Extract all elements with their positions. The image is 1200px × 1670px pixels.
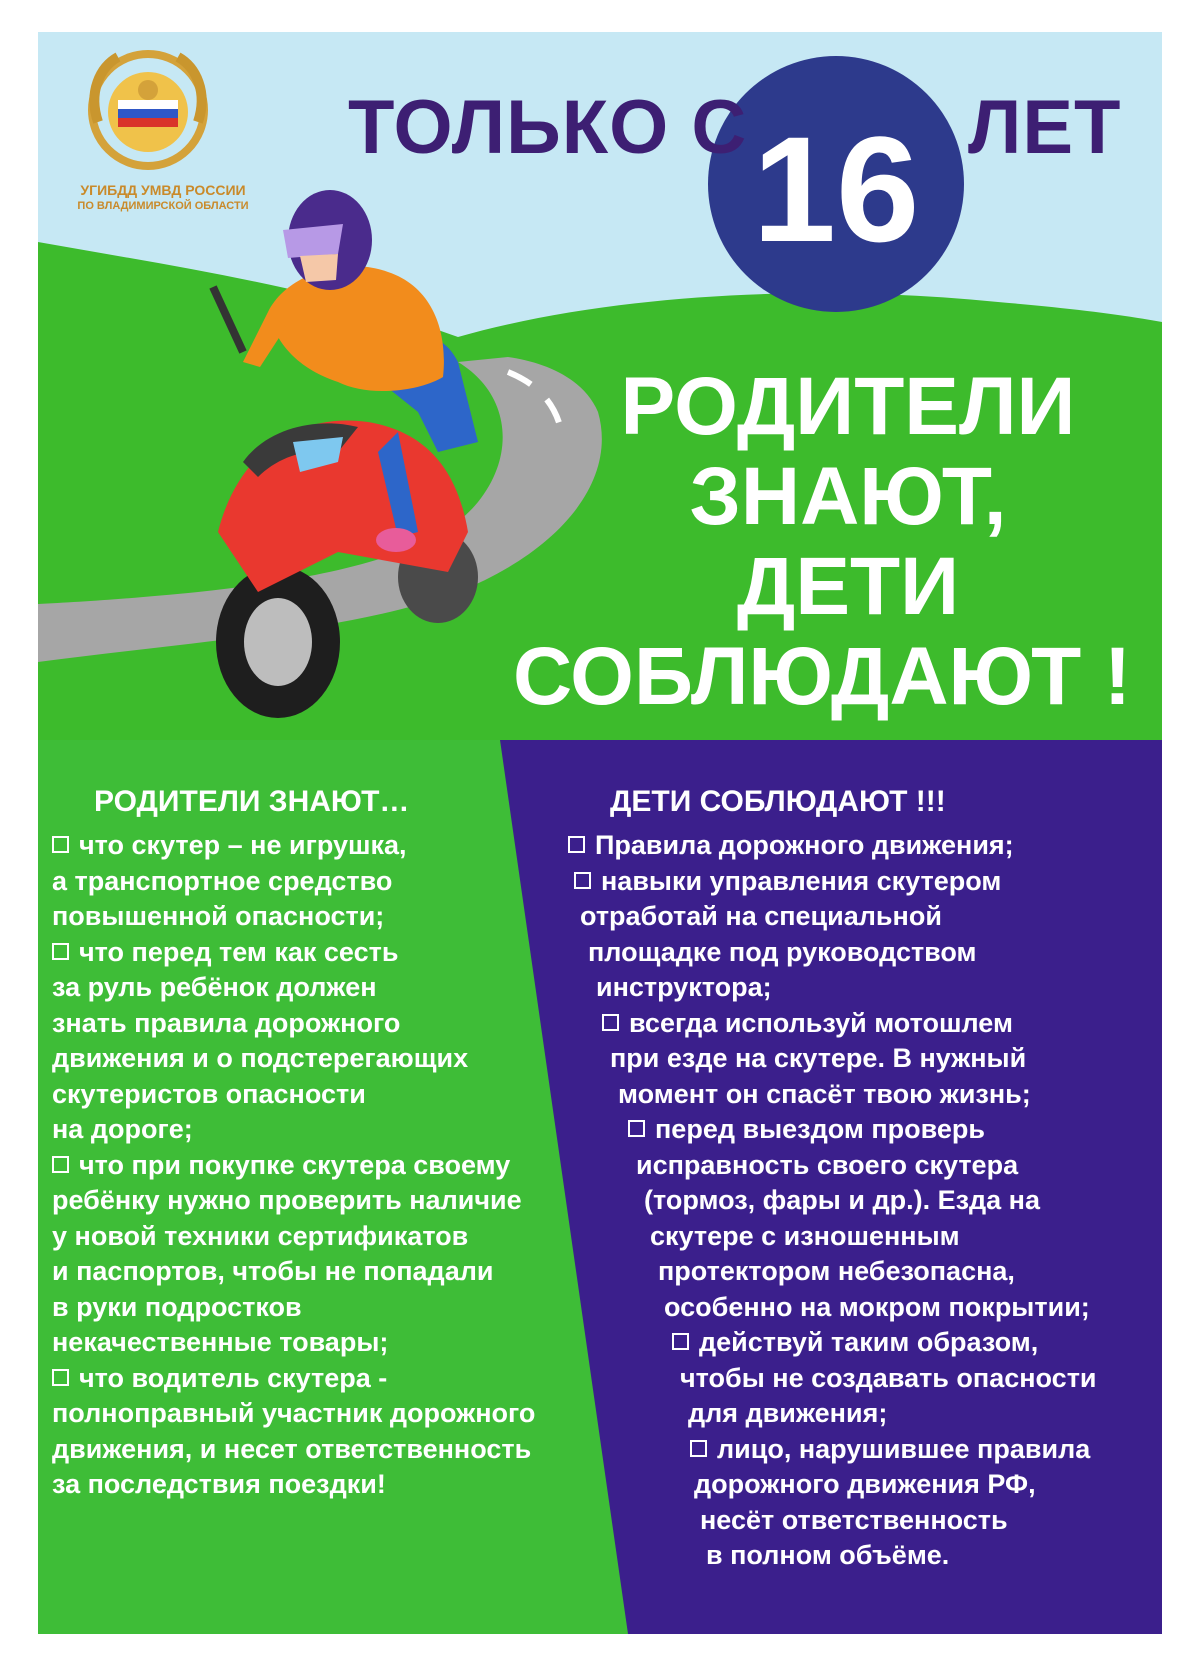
parents-line — [52, 1467, 612, 1503]
parents-line — [52, 1183, 612, 1219]
parents-line — [52, 1112, 612, 1148]
parents-line-text: что скутер – не игрушка, — [79, 830, 407, 860]
slogan-line-3: ДЕТИ — [736, 541, 960, 632]
children-line-text: несёт ответственность — [700, 1504, 1008, 1535]
parents-line-text: и паспортов, чтобы не попадали — [52, 1256, 494, 1286]
children-line-text: дорожного движения РФ, — [694, 1469, 1036, 1499]
children-line-text: площадке под руководством — [588, 936, 977, 967]
children-line-text: (тормоз, фары и др.). Езда на — [644, 1185, 1040, 1215]
parents-line — [52, 1148, 612, 1184]
children-line — [538, 1112, 1138, 1148]
parents-line — [52, 828, 612, 864]
parents-line-text: скутеристов опасности — [52, 1078, 366, 1109]
checkbox-bullet-icon — [52, 943, 69, 960]
parents-list — [52, 828, 612, 1503]
children-heading: ДЕТИ СОБЛЮДАЮТ !!! — [610, 785, 946, 818]
parents-heading: РОДИТЕЛИ ЗНАЮТ… — [94, 785, 410, 818]
parents-line-text: некачественные товары; — [52, 1327, 389, 1357]
children-line-text: при езде на скутере. В нужный — [610, 1043, 1027, 1073]
children-line — [538, 899, 1138, 935]
children-line-text: перед выездом проверь — [655, 1114, 985, 1144]
children-line-text: исправность своего скутера — [636, 1149, 1019, 1180]
headline-age: 16 — [752, 105, 920, 273]
parents-line-text: за руль ребёнок должен — [52, 972, 377, 1002]
parents-line-text: что водитель скутера - — [79, 1362, 388, 1393]
parents-line — [52, 864, 612, 900]
parents-line-text: знать правила дорожного — [52, 1007, 401, 1038]
children-list — [538, 828, 1138, 1574]
headline-only-from: ТОЛЬКО С — [348, 85, 748, 170]
checkbox-bullet-icon — [52, 1369, 69, 1386]
headline-years: ЛЕТ — [968, 85, 1122, 170]
children-line-text: действуй таким образом, — [699, 1327, 1039, 1357]
children-line — [538, 935, 1138, 971]
parents-line-text: ребёнку нужно проверить наличие — [52, 1185, 522, 1215]
parents-line — [52, 935, 612, 971]
emblem-caption-line1: УГИБДД УМВД РОССИИ — [80, 182, 246, 198]
parents-line — [52, 1290, 612, 1326]
children-line — [538, 970, 1138, 1006]
parents-line-text: на дороге; — [52, 1114, 193, 1144]
slogan-line-1: РОДИТЕЛИ — [620, 361, 1076, 452]
parents-line — [52, 970, 612, 1006]
children-line — [538, 1183, 1138, 1219]
children-line — [538, 1325, 1138, 1361]
parents-section — [52, 784, 612, 1503]
parents-line-text: за последствия поездки! — [52, 1469, 386, 1499]
parents-line-text: а транспортное средство — [52, 865, 393, 896]
checkbox-bullet-icon — [628, 1120, 645, 1137]
children-line — [538, 1467, 1138, 1503]
children-line-text: особенно на мокром покрытии; — [664, 1291, 1090, 1322]
children-line-text: Правила дорожного движения; — [595, 830, 1014, 860]
children-line — [538, 1041, 1138, 1077]
parents-line — [52, 1041, 612, 1077]
poster — [38, 32, 1162, 1634]
children-line — [538, 1148, 1138, 1184]
children-line — [538, 1254, 1138, 1290]
children-line — [538, 1290, 1138, 1326]
parents-line-text: в руки подростков — [52, 1291, 302, 1322]
children-section — [538, 784, 1138, 1574]
slogan-line-2: ЗНАЮТ, — [689, 451, 1007, 542]
checkbox-bullet-icon — [672, 1333, 689, 1350]
parents-line — [52, 1396, 612, 1432]
children-line-text: протектором небезопасна, — [658, 1256, 1015, 1286]
parents-line — [52, 1219, 612, 1255]
parents-line-text: у новой техники сертификатов — [52, 1220, 469, 1251]
children-line-text: в полном объёме. — [706, 1540, 950, 1570]
parents-line — [52, 1361, 612, 1397]
parents-line — [52, 1432, 612, 1468]
children-line — [538, 864, 1138, 900]
checkbox-bullet-icon — [52, 836, 69, 853]
children-line-text: чтобы не создавать опасности — [680, 1362, 1097, 1393]
children-line-text: для движения; — [688, 1398, 888, 1428]
slogan-line-4: СОБЛЮДАЮТ ! — [513, 631, 1132, 722]
children-line — [538, 1538, 1138, 1574]
emblem-caption-line2: ПО ВЛАДИМИРСКОЙ ОБЛАСТИ — [77, 200, 249, 212]
children-line — [538, 1396, 1138, 1432]
parents-line-text: движения, и несет ответственность — [52, 1433, 532, 1464]
parents-line — [52, 1006, 612, 1042]
children-line — [538, 828, 1138, 864]
parents-line — [52, 899, 612, 935]
children-line — [538, 1361, 1138, 1397]
children-line — [538, 1432, 1138, 1468]
children-line — [538, 1503, 1138, 1539]
checkbox-bullet-icon — [574, 872, 591, 889]
children-line-text: отработай на специальной — [580, 901, 942, 931]
parents-line — [52, 1254, 612, 1290]
checkbox-bullet-icon — [568, 836, 585, 853]
children-line-text: момент он спасёт твою жизнь; — [618, 1078, 1031, 1109]
parents-line-text: что перед тем как сесть — [79, 936, 399, 967]
parents-line-text: что при покупке скутера своему — [79, 1149, 511, 1180]
parents-line — [52, 1077, 612, 1113]
checkbox-bullet-icon — [52, 1156, 69, 1173]
children-line — [538, 1219, 1138, 1255]
parents-line-text: полноправный участник дорожного — [52, 1398, 536, 1428]
parents-line-text: движения и о подстерегающих — [52, 1043, 469, 1073]
children-line-text: всегда используй мотошлем — [629, 1007, 1013, 1038]
children-line-text: скутере с изношенным — [650, 1220, 960, 1251]
checkbox-bullet-icon — [602, 1014, 619, 1031]
children-line-text: навыки управления скутером — [601, 865, 1002, 896]
children-line-text: лицо, нарушившее правила — [717, 1433, 1091, 1464]
parents-line — [52, 1325, 612, 1361]
parents-line-text: повышенной опасности; — [52, 901, 385, 931]
checkbox-bullet-icon — [690, 1440, 707, 1457]
children-line — [538, 1077, 1138, 1113]
children-line-text: инструктора; — [596, 972, 772, 1002]
children-line — [538, 1006, 1138, 1042]
